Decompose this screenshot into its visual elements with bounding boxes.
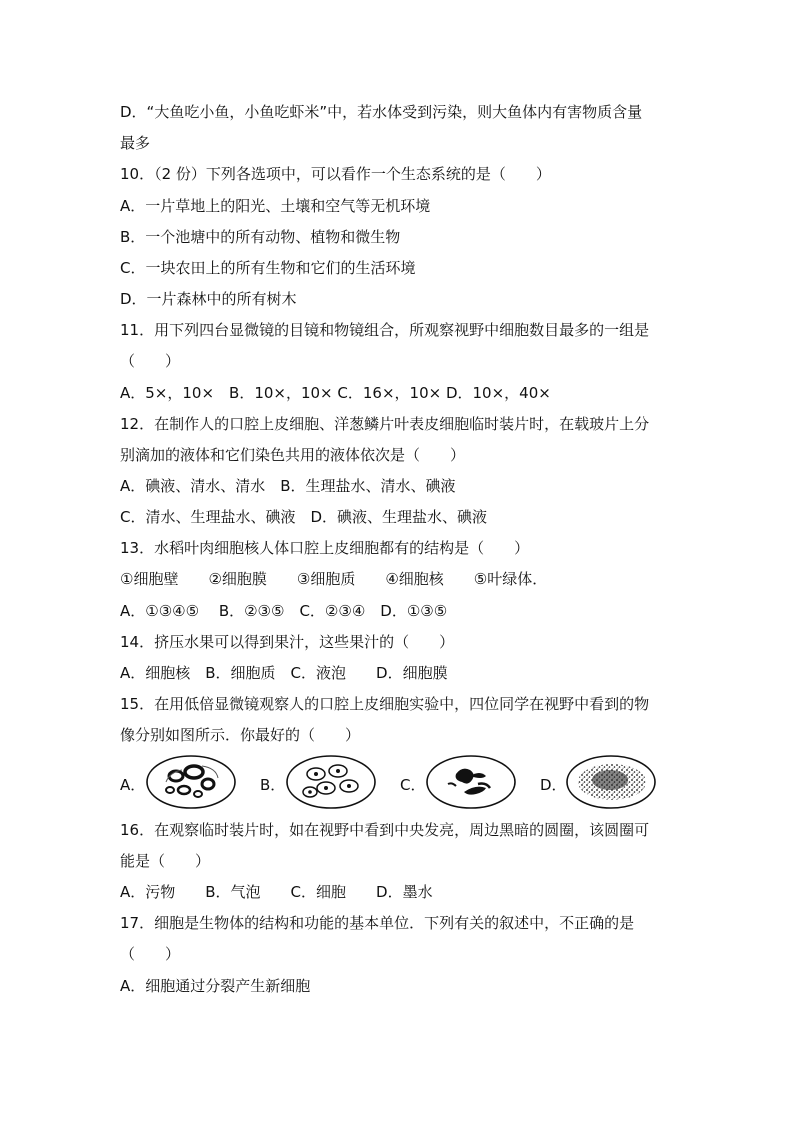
text-line: 最多 xyxy=(120,134,151,152)
text-line: 别滴加的液体和它们染色共用的液体依次是（ ） xyxy=(120,446,466,464)
microscope-view-a xyxy=(146,754,236,810)
text-line: （ ） xyxy=(120,945,181,963)
text-line: D．“大鱼吃小鱼，小鱼吃虾米”中，若水体受到污染，则大鱼体内有害物质含量 xyxy=(120,103,643,121)
question-14: 14．挤压水果可以得到果汁，这些果汁的（ ） xyxy=(120,633,455,651)
option-line: A．污物 B．气泡 C．细胞 D．墨水 xyxy=(120,883,433,901)
microscope-view-d xyxy=(566,754,656,810)
figure-label-b: B． xyxy=(260,776,286,794)
figure-label-a: A． xyxy=(120,776,146,794)
question-15: 15．在用低倍显微镜观察人的口腔上皮细胞实验中，四位同学在视野中看到的物 xyxy=(120,695,650,713)
option-line: C．一块农田上的所有生物和它们的生活环境 xyxy=(120,259,416,277)
microscope-figures xyxy=(120,754,680,812)
text-line: 能是（ ） xyxy=(120,852,211,870)
option-line: D．一片森林中的所有树木 xyxy=(120,290,297,308)
option-line: A．细胞核 B．细胞质 C．液泡 D．细胞膜 xyxy=(120,664,448,682)
question-12: 12．在制作人的口腔上皮细胞、洋葱鳞片叶表皮细胞临时装片时，在载玻片上分 xyxy=(120,415,650,433)
figure-label-d: D． xyxy=(540,776,567,794)
option-line: A．细胞通过分裂产生新细胞 xyxy=(120,977,311,995)
figure-label-c: C． xyxy=(400,776,426,794)
text-line: 像分别如图所示．你最好的（ ） xyxy=(120,726,361,744)
text-line: （ ） xyxy=(120,352,181,370)
option-line: C．清水、生理盐水、碘液 D．碘液、生理盐水、碘液 xyxy=(120,508,488,526)
option-line: A．①③④⑤ B．②③⑤ C．②③④ D．①③⑤ xyxy=(120,602,448,620)
microscope-view-b xyxy=(286,754,376,810)
option-line: A．一片草地上的阳光、土壤和空气等无机环境 xyxy=(120,197,431,215)
question-17: 17．细胞是生物体的结构和功能的基本单位．下列有关的叙述中，不正确的是 xyxy=(120,914,635,932)
question-13: 13．水稻叶肉细胞核人体口腔上皮细胞都有的结构是（ ） xyxy=(120,539,530,557)
microscope-view-c xyxy=(426,754,516,810)
option-line: B．一个池塘中的所有动物、植物和微生物 xyxy=(120,228,401,246)
question-10: 10．（2 份）下列各选项中，可以看作一个生态系统的是（ ） xyxy=(120,165,551,183)
question-11: 11．用下列四台显微镜的目镜和物镜组合，所观察视野中细胞数目最多的一组是 xyxy=(120,321,650,339)
question-16: 16．在观察临时装片时，如在视野中看到中央发亮，周边黑暗的圆圈，该圆圈可 xyxy=(120,821,650,839)
option-line: A．5×，10× B．10×，10× C．16×，10× D．10×，40× xyxy=(120,384,551,402)
option-line: A．碘液、清水、清水 B．生理盐水、清水、碘液 xyxy=(120,477,456,495)
text-line: ①细胞壁 ②细胞膜 ③细胞质 ④细胞核 ⑤叶绿体． xyxy=(120,570,548,588)
